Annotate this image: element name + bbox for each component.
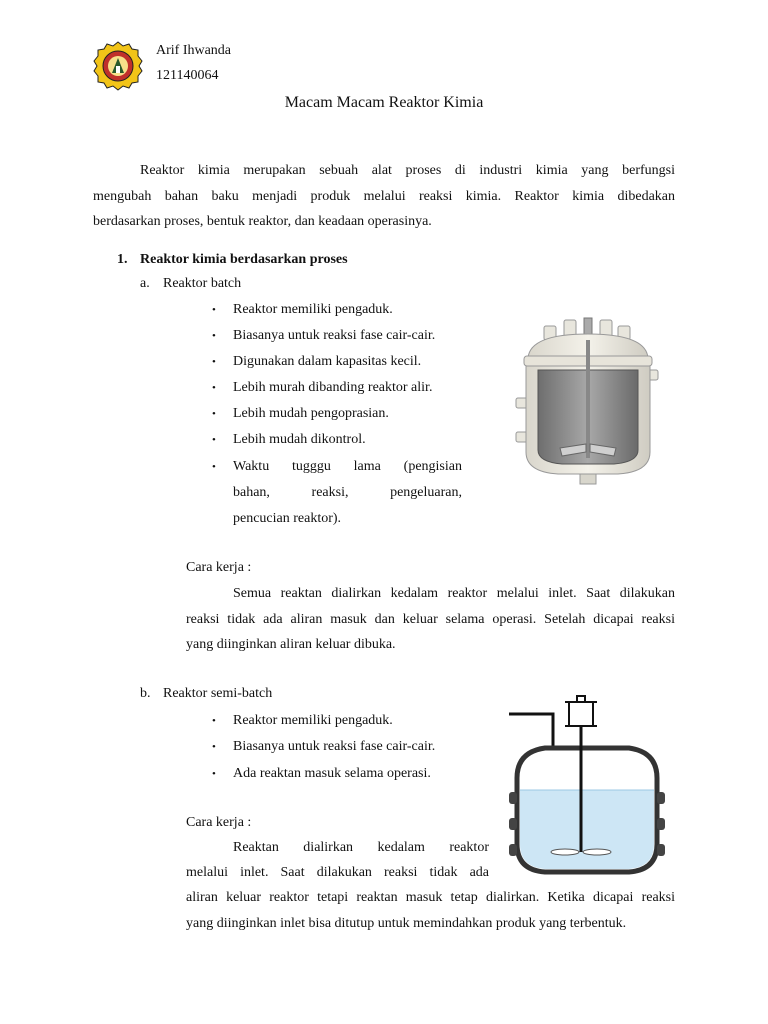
bullet-icon: • <box>212 356 216 368</box>
cara-kerja-label-semi-batch: Cara kerja : <box>186 815 252 830</box>
cara-kerja-batch-line-2: reaksi tidak ada aliran masuk dan keluar selama operasi. Setelah dicapai reaksi <box>186 612 675 627</box>
cara-kerja-semi-line-4: yang diinginkan inlet bisa ditutup untuk memindahkan produk yang terbentuk. <box>186 916 627 931</box>
university-logo <box>92 40 144 92</box>
subsection-letter-b: b. <box>140 686 151 701</box>
section-heading: Reaktor kimia berdasarkan proses <box>140 252 348 267</box>
list-item: Reaktor memiliki pengaduk. <box>233 713 393 728</box>
subsection-label-batch: Reaktor batch <box>163 276 242 291</box>
bullet-icon: • <box>212 715 216 727</box>
batch-reactor-image <box>478 312 678 490</box>
list-item: Reaktor memiliki pengaduk. <box>233 302 393 317</box>
list-item: Biasanya untuk reaksi fase cair-cair. <box>233 328 436 343</box>
list-item: Lebih mudah dikontrol. <box>233 432 366 447</box>
university-emblem-icon <box>92 40 144 92</box>
semi-batch-reactor-diagram <box>505 694 669 880</box>
bullet-icon: • <box>212 434 216 446</box>
intro-line-1: Reaktor kimia merupakan sebuah alat proses di industri kimia yang berfungsi <box>140 163 675 178</box>
list-item: Ada reaktan masuk selama operasi. <box>233 766 431 781</box>
list-item: Lebih murah dibanding reaktor alir. <box>233 380 433 395</box>
intro-line-3: berdasarkan proses, bentuk reaktor, dan keadaan operasinya. <box>93 214 432 229</box>
bullet-icon: • <box>212 768 216 780</box>
page-title: Macam Macam Reaktor Kimia <box>284 94 484 111</box>
cara-kerja-batch-line-1: Semua reaktan dialirkan kedalam reaktor melalui inlet. Saat dilakukan <box>233 586 675 601</box>
author-name: Arif Ihwanda <box>156 43 232 58</box>
bullet-icon: • <box>212 408 216 420</box>
cara-kerja-semi-line-2: melalui inlet. Saat dilakukan reaksi tidak ada <box>186 865 489 880</box>
intro-line-2: mengubah bahan baku menjadi produk melalui reaksi kimia. Reaktor kimia dibedakan <box>93 189 675 204</box>
bullet-icon: • <box>212 330 216 342</box>
list-item-multiline-3: pencucian reaktor). <box>233 511 342 526</box>
student-id: 121140064 <box>156 68 219 83</box>
section-number: 1. <box>117 252 128 267</box>
list-item-multiline-1: Waktu tugggu lama (pengisian <box>233 459 462 474</box>
list-item: Digunakan dalam kapasitas kecil. <box>233 354 422 369</box>
bullet-icon: • <box>212 461 216 473</box>
bullet-icon: • <box>212 304 216 316</box>
cara-kerja-label-batch: Cara kerja : <box>186 560 252 575</box>
list-item: Biasanya untuk reaksi fase cair-cair. <box>233 739 436 754</box>
subsection-letter-a: a. <box>140 276 150 291</box>
cara-kerja-batch-line-3: yang diinginkan aliran keluar dibuka. <box>186 637 396 652</box>
list-item: Lebih mudah pengoprasian. <box>233 406 389 421</box>
bullet-icon: • <box>212 741 216 753</box>
cara-kerja-semi-line-1: Reaktan dialirkan kedalam reaktor <box>233 840 489 855</box>
cara-kerja-semi-line-3: aliran keluar reaktor tetapi reaktan masuk tetap dialirkan. Ketika dicapai reaksi <box>186 890 675 905</box>
subsection-label-semi-batch: Reaktor semi-batch <box>163 686 273 701</box>
bullet-icon: • <box>212 382 216 394</box>
list-item-multiline-2: bahan, reaksi, pengeluaran, <box>233 485 462 500</box>
